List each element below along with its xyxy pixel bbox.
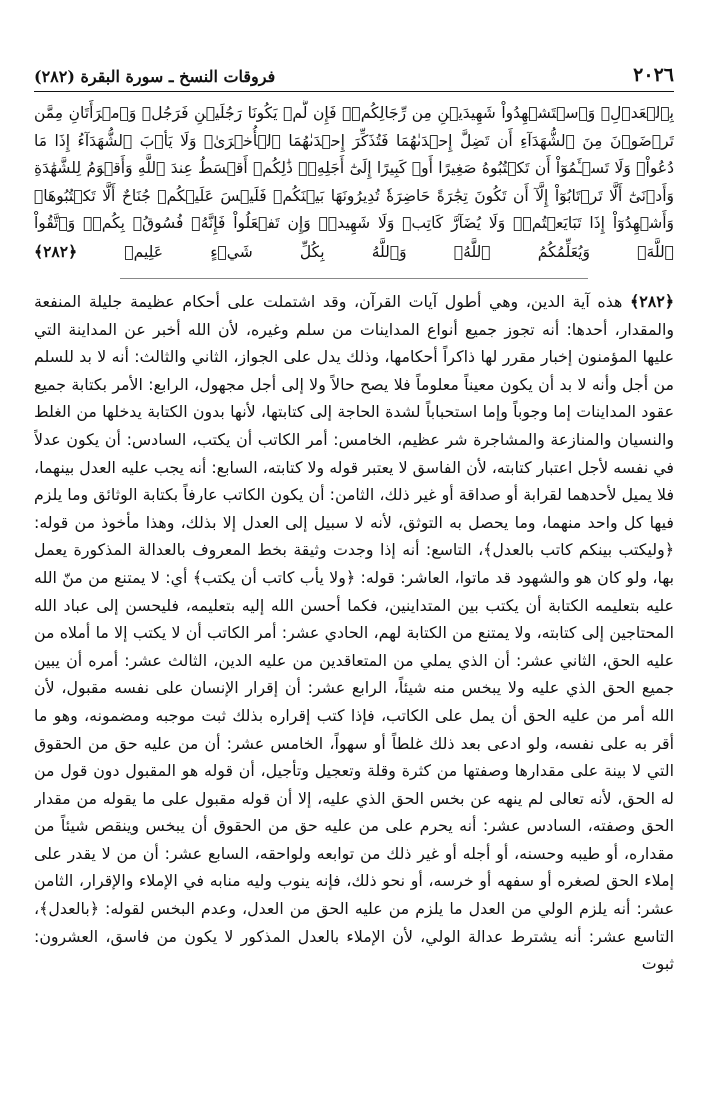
commentary-text: هذه آية الدين، وهي أطول آيات القرآن، وقد اشتملت على أحكام عظيمة جليلة المنفعة والمقدار، أحدها: أنه تجوز جميع أنواع المداينات من سلم وغيره، لأن الله أخبر عن المداينة التي عليها المؤمنون إخبار مقرر لها ذاكراً أحكامها، وذلك يدل على الجواز، الثاني والثالث: أنه لا بد للسلم من أجل وأنه لا بد أن يكون معيناً معلوماً فلا يصح حالاً ولا إلى أجل مجهول، الرابع: الأمر بكتابة جميع عقود المداينات إما وجوباً وإما استحباباً لشدة الحاجة إلى كتابتها، لأنها بدون الكتابة يدخلها من الغلط والنسيان والمنازعة والمشاجرة شر عظيم، الخامس: أمر الكاتب أن يكتب، السادس: أن يكون عدلاً في نفسه لأجل اعتبار كتابته، لأن الفاسق لا يعتبر قوله ولا كتابته، السابع: أنه يجب عليه العدل بينهما، فلا يميل لأحدهما لقرابة أو صداقة أو غير ذلك، الثامن: أن يكون الكاتب عارفاً بكتابة الوثائق وما يلزم فيها كل واحد منهما، وما يحصل به التوثق، لأنه لا سبيل إلى العدل إلا بذلك، وهذا مأخوذ من قوله: ﴿وليكتب بينكم كاتب بالعدل﴾، التاسع: أنه إذا وجدت وثيقة بخط المعروف بالعدالة المذكورة يعمل بها، ولو كان هو والشهود قد ماتوا، العاشر: قوله: ﴿ولا يأب كاتب أن يكتب﴾ أي: لا يمتنع من منّ الله عليه بتعليمه الكتابة أن يكتب بين المتداينين، فكما أحسن الله إليه بتعليمه، فليحسن إلى عباد الله المحتاجين إلى كتابته، ولا يمتنع من الكتابة لهم، الحادي عشر: أمر الكاتب أن لا يكتب إلا ما أملاه من عليه الحق، الثاني عشر: أن الذي يملي من المتعاقدين من عليه الدين، الثالث عشر: أمره أن يبين جميع الحق الذي عليه ولا يبخس منه شيئاً، الرابع عشر: أن إقرار الإنسان على نفسه مقبول، لأن الله أمر من عليه الحق أن يمل على الكاتب، فإذا كتب إقراره بذلك ثبت موجبه ومضمونه، وهو ما أقر به على نفسه، ولو ادعى بعد ذلك غلطاً أو سهواً، الخامس عشر: أن من عليه حق من الحقوق التي لا بينة على مقدارها وصفتها من كثرة وقلة وتعجيل وتأجيل، أن قوله هو المقبول دون قول من له الحق، لأنه تعالى لم ينهه عن بخس الحق الذي عليه، إلا أن قوله مقبول على ما يقوله من مقدار الحق وصفته، السادس عشر: أنه يحرم على من عليه حق من الحقوق أن يبخس وينقص شيئاً من مقداره، أو طيبه وحسنه، أو أجله أو غير ذلك من توابعه ولواحقه، السابع عشر: أن من لا يقدر على إملاء الحق لصغره أو سفهه أو خرسه، أو نحو ذلك، فإنه ينوب وليه منابه في الإملاء والإقرار، الثامن عشر: أنه يلزم الولي من العدل ما يلزم من عليه الحق من العدل، وعدم البخس لقوله: ﴿بالعدل﴾، التاسع عشر: أنه يشترط عدالة الولي، لأن الإملاء بالعدل المذكور لا يكون من فاسق، العشرون: ثبوت [34,292,674,974]
running-title: فروقات النسخ ـ سورة البقرة (٢٨٢) [34,67,276,86]
header-divider [34,91,674,92]
page-number: ٢٠٢٦ [633,64,674,86]
verse-text: بِٱلۡعَدۡلِۚ وَٱسۡتَشۡهِدُواْ شَهِيدَيۡنِ مِن رِّجَالِكُمۡۖ فَإِن لَّمۡ يَكُونَا رَجُلَيۡنِ فَرَجُلٞ وَٱمۡرَأَتَانِ مِمَّن تَرۡضَوۡنَ مِنَ ٱلشُّهَدَآءِ أَن تَضِلَّ إِحۡدَىٰهُمَا فَتُذَكِّرَ إِحۡدَىٰهُمَا ٱلۡأُخۡرَىٰۚ وَلَا يَأۡبَ ٱلشُّهَدَآءُ إِذَا مَا دُعُواْۚ وَلَا تَسۡـَٔمُوٓاْ أَن تَكۡتُبُوهُ صَغِيرًا أَوۡ كَبِيرًا إِلَىٰٓ أَجَلِهِۦۚ ذَٰلِكُمۡ أَقۡسَطُ عِندَ ٱللَّهِ وَأَقۡوَمُ لِلشَّهَٰدَةِ وَأَدۡنَىٰٓ أَلَّا تَرۡتَابُوٓاْ إِلَّآ أَن تَكُونَ تِجَٰرَةً حَاضِرَةٗ تُدِيرُونَهَا بَيۡنَكُمۡ فَلَيۡسَ عَلَيۡكُمۡ جُنَاحٌ أَلَّا تَكۡتُبُوهَاۗ وَأَشۡهِدُوٓاْ إِذَا تَبَايَعۡتُمۡۚ وَلَا يُضَآرَّ كَاتِبٞ وَلَا شَهِيدٞۚ وَإِن تَفۡعَلُواْ فَإِنَّهُۥ فُسُوقُۢ بِكُمۡۗ وَٱتَّقُواْ ٱللَّهَۖ وَيُعَلِّمُكُمُ ٱللَّهُۗ وَٱللَّهُ بِكُلِّ شَيۡءٍ عَلِيمٞ [34,104,674,261]
quran-verse [34,100,674,290]
page-header [34,60,674,86]
tafsir-commentary [34,288,674,1088]
commentary-ayah-number: ﴿٢٨٢﴾ [630,292,674,311]
ayah-number-marker: ﴿٢٨٢﴾ [34,241,78,261]
verse-divider [120,278,588,279]
